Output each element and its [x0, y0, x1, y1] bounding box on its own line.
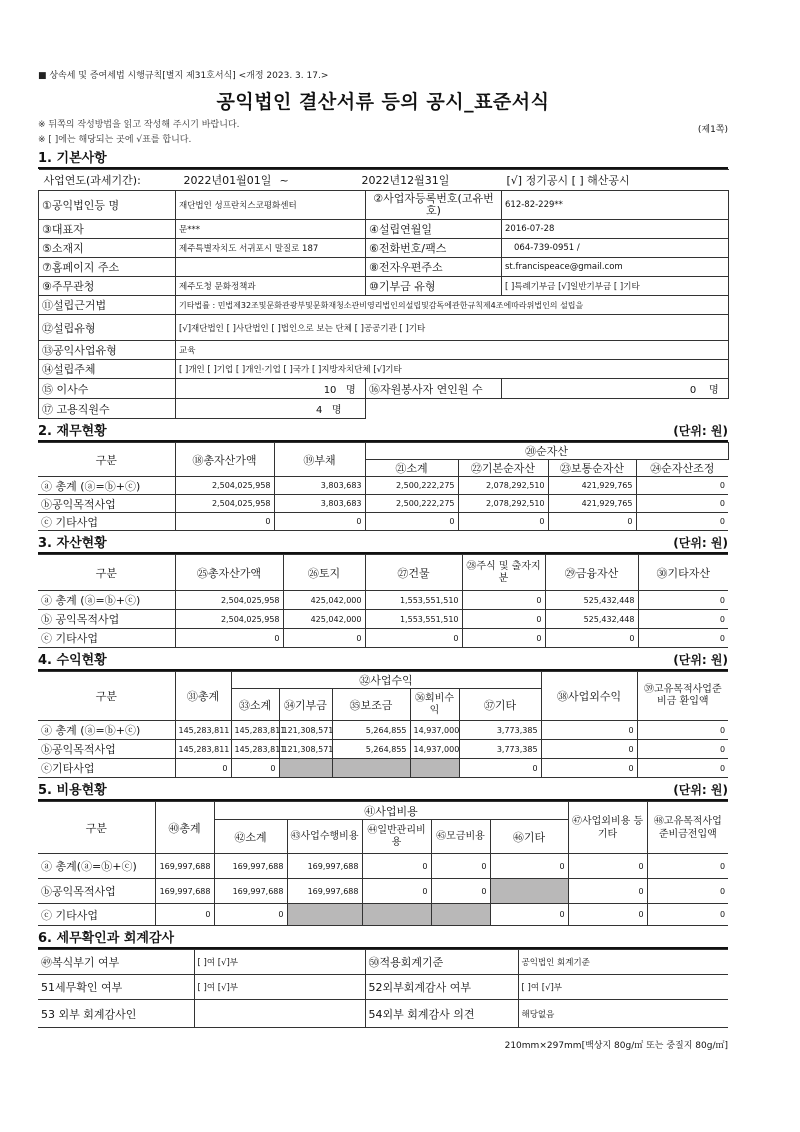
- cell: 0: [365, 629, 462, 648]
- accounting-std-value: 공익법인 회계기준: [518, 950, 728, 975]
- page-number: (제1쪽): [697, 125, 728, 135]
- cell: 2,078,292,510: [458, 495, 548, 513]
- cell: 525,432,448: [545, 610, 638, 629]
- assets-table: [38, 554, 728, 648]
- col-gubun: 구분: [38, 672, 175, 721]
- col-liabilities: ⑲부채: [274, 443, 365, 477]
- col-subtotal: ㉝소계: [231, 689, 279, 721]
- cell: 0: [647, 854, 728, 879]
- homepage-label: ⑦홈페이지 주소: [39, 258, 176, 277]
- table-row: [38, 740, 728, 759]
- shaded-cell: [362, 904, 431, 926]
- employees-label: ⑰ 고용직원수: [39, 399, 176, 419]
- cell: 2,078,292,510: [458, 477, 548, 495]
- table-row: [38, 721, 728, 740]
- bizno-label: ②사업자등록번호(고유번호): [366, 191, 502, 220]
- form-page: [38, 68, 728, 1051]
- period-start: 2022년01월01일: [183, 174, 272, 187]
- table-row: [38, 629, 728, 648]
- audit-table: [38, 949, 728, 1028]
- auditor-value: [194, 1000, 365, 1028]
- estdate-value: 2016-07-28: [502, 220, 729, 239]
- founder-value: [ ]개인 [ ]기업 [ ]개인·기업 [ ]국가 [ ]지방자치단체 [√]기타: [176, 360, 729, 379]
- address-value: 제주특별자치도 서귀포시 말질로 187: [176, 239, 366, 258]
- cell: 0: [568, 854, 647, 879]
- homepage-value: [176, 258, 366, 277]
- email-label: ⑧전자우편주소: [366, 258, 502, 277]
- directors-label: ⑮ 이사수: [39, 379, 176, 399]
- col-biz-revenue: ㉜사업수익: [231, 672, 541, 689]
- cell: 2,504,025,958: [175, 477, 274, 495]
- cell: 0: [462, 591, 545, 610]
- org-name-label: ①공익법인등 명: [39, 191, 176, 220]
- cell: 145,283,811: [231, 721, 279, 740]
- col-etc: ㊲기타: [459, 689, 541, 721]
- cell: 0: [490, 904, 568, 926]
- disclosure-type: [√] 정기공시 [ ] 해산공시: [506, 174, 630, 187]
- table-row: [38, 904, 728, 926]
- unit-label: (단위: 원): [673, 653, 728, 667]
- col-stocks: ㉘주식 및 출자지분: [462, 555, 545, 591]
- cell: 5,264,855: [332, 740, 410, 759]
- col-subtotal: ㉑소계: [365, 460, 458, 477]
- paper-spec: 210mm×297mm[백상지 80g/㎡ 또는 중질지 80g/㎡]: [504, 1041, 728, 1051]
- cell: 2,504,025,958: [175, 591, 283, 610]
- row-label: ⓑ공익목적사업: [38, 879, 155, 904]
- cell: 0: [431, 879, 490, 904]
- cell: 1,553,551,510: [365, 610, 462, 629]
- cell: 3,773,385: [459, 721, 541, 740]
- cell: 0: [490, 854, 568, 879]
- cell: 2,504,025,958: [175, 610, 283, 629]
- basic-info-table: [38, 169, 729, 419]
- employees-unit: 명: [331, 405, 342, 416]
- col-nonbiz-revenue: ㊳사업외수익: [541, 672, 637, 721]
- section-title-basic: 1. 기본사항: [38, 150, 728, 169]
- cell: 169,997,688: [155, 854, 214, 879]
- col-nonbiz-expense: ㊼사업외비용 등 기타: [568, 802, 647, 854]
- estdate-label: ④설립연월일: [366, 220, 502, 239]
- col-reserve-transfer: ㊽고유목적사업준비금전입액: [647, 802, 728, 854]
- bizno-value: 612-82-229**: [502, 191, 729, 220]
- col-building: ㉗건물: [365, 555, 462, 591]
- table-row: [38, 610, 728, 629]
- cell: 425,042,000: [283, 610, 365, 629]
- cell: 525,432,448: [545, 591, 638, 610]
- cell: 3,803,683: [274, 495, 365, 513]
- audit-opinion-label: 54외부 회계감사 의견: [365, 1000, 518, 1028]
- col-biz-expense: ㊶사업비용: [214, 802, 568, 820]
- shaded-cell: [332, 759, 410, 778]
- cell: 0: [636, 513, 728, 531]
- audit-opinion-value: 해당없음: [518, 1000, 728, 1028]
- table-row: [38, 513, 728, 531]
- shaded-cell: [287, 904, 362, 926]
- cell: 0: [541, 740, 637, 759]
- cell: 145,283,811: [175, 740, 231, 759]
- cell: 0: [541, 759, 637, 778]
- finance-table: [38, 442, 729, 531]
- col-gubun: 구분: [38, 802, 155, 854]
- cell: 169,997,688: [287, 854, 362, 879]
- col-reserve-return: ㊴고유목적사업준비금 환입액: [637, 672, 728, 721]
- cell: 0: [462, 629, 545, 648]
- ministry-value: 제주도청 문화정책과: [176, 277, 366, 296]
- tel-label: ⑥전화번호/팩스: [366, 239, 502, 258]
- directors-unit: 명: [345, 385, 356, 396]
- cell: 0: [155, 904, 214, 926]
- cell: 0: [636, 495, 728, 513]
- cell: 5,264,855: [332, 721, 410, 740]
- col-financial: ㉙금융자산: [545, 555, 638, 591]
- cell: 0: [365, 513, 458, 531]
- cell: 0: [637, 721, 728, 740]
- cell: 0: [362, 879, 431, 904]
- cell: 121,308,571: [279, 721, 332, 740]
- unit-label: (단위: 원): [673, 783, 728, 797]
- col-fee: ㊱회비수익: [410, 689, 459, 721]
- expense-table: [38, 801, 728, 926]
- col-total: ㉛총계: [175, 672, 231, 721]
- name-row: [39, 191, 729, 220]
- cell: 0: [231, 759, 279, 778]
- biz-kind-label: ⑬공익사업유형: [39, 341, 176, 360]
- row-label: ⓑ공익목적사업: [38, 495, 175, 513]
- auditor-label: 53 외부 회계감사인: [38, 1000, 194, 1028]
- cell: 0: [541, 721, 637, 740]
- col-total: ㊵총계: [155, 802, 214, 854]
- cell: 421,929,765: [548, 477, 636, 495]
- col-net-assets: ⑳순자산: [365, 443, 728, 460]
- col-subtotal: ㊷소계: [214, 820, 287, 854]
- page-title: 공익법인 결산서류 등의 공시_표준서식: [216, 91, 550, 113]
- cell: 14,937,000: [410, 740, 459, 759]
- row-label: ⓐ 총계 (ⓐ=ⓑ+ⓒ): [38, 477, 175, 495]
- cell: 0: [545, 629, 638, 648]
- cell: 0: [175, 629, 283, 648]
- external-audit-label: 52외부회계감사 여부: [365, 975, 518, 1000]
- section-title-assets: 3. 자산현황 (단위: 원): [38, 535, 728, 554]
- biz-kind-value: 교육: [176, 341, 729, 360]
- cell: 0: [638, 591, 728, 610]
- cell: 2,504,025,958: [175, 495, 274, 513]
- cell: 0: [568, 904, 647, 926]
- rep-label: ③대표자: [39, 220, 176, 239]
- volunteers-unit: 명: [709, 385, 719, 396]
- unit-label: (단위: 원): [673, 424, 728, 438]
- row-label: ⓑ공익목적사업: [38, 740, 175, 759]
- col-subsidy: ㉟보조금: [332, 689, 410, 721]
- cell: 0: [175, 759, 231, 778]
- cell: 421,929,765: [548, 495, 636, 513]
- cell: 1,553,551,510: [365, 591, 462, 610]
- form-reference: ■ 상속세 및 증여세법 시행규칙[별지 제31호서식] <개정 2023. 3. 17.>: [38, 71, 329, 81]
- table-row: [38, 477, 728, 495]
- row-label: ⓐ 총계 (ⓐ=ⓑ+ⓒ): [38, 721, 175, 740]
- col-other-assets: ㉚기타자산: [638, 555, 728, 591]
- cell: 0: [459, 759, 541, 778]
- row-label: ⓒ 기타사업: [38, 629, 175, 648]
- volunteers-label: ⑯자원봉사자 연인원 수: [366, 379, 502, 399]
- cell: 0: [458, 513, 548, 531]
- col-general: ㊹일반관리비용: [362, 820, 431, 854]
- period-tilde: ~: [279, 174, 289, 187]
- col-land: ㉖토지: [283, 555, 365, 591]
- cell: 169,997,688: [287, 879, 362, 904]
- cell: 0: [362, 854, 431, 879]
- col-donation: ㉞기부금: [279, 689, 332, 721]
- row-label: ⓒ 기타사업: [38, 904, 155, 926]
- instruction-note: ※ 뒤쪽의 작성방법을 읽고 작성해 주시기 바랍니다.: [38, 120, 240, 130]
- est-type-value: [√]재단법인 [ ]사단법인 [ ]법인으로 보는 단체 [ ]공공기관 [ ]기타: [176, 315, 729, 341]
- accounting-std-label: ㊿적용회계기준: [365, 950, 518, 975]
- est-type-label: ⑫설립유형: [39, 315, 176, 341]
- shaded-cell: [431, 904, 490, 926]
- col-basic-net: ㉒기본순자산: [458, 460, 548, 477]
- cell: 0: [638, 629, 728, 648]
- cell: 0: [462, 610, 545, 629]
- employees-value: 4: [316, 405, 323, 416]
- cell: 169,997,688: [155, 879, 214, 904]
- shaded-cell: [410, 759, 459, 778]
- revenue-table: [38, 671, 728, 778]
- row-label: ⓐ 총계(ⓐ=ⓑ+ⓒ): [38, 854, 155, 879]
- col-etc: ㊻기타: [490, 820, 568, 854]
- cell: 3,803,683: [274, 477, 365, 495]
- cell: 145,283,811: [175, 721, 231, 740]
- founder-label: ⑭설립주체: [39, 360, 176, 379]
- cell: 2,500,222,275: [365, 495, 458, 513]
- volunteers-value: 0: [689, 385, 697, 396]
- cell: 0: [548, 513, 636, 531]
- col-perform: ㊸사업수행비용: [287, 820, 362, 854]
- row-label: ⓐ 총계 (ⓐ=ⓑ+ⓒ): [38, 591, 175, 610]
- col-net-adjust: ㉔순자산조정: [636, 460, 728, 477]
- shaded-cell: [490, 879, 568, 904]
- cell: 169,997,688: [214, 879, 287, 904]
- cell: 0: [214, 904, 287, 926]
- period-end: 2022년12월31일: [361, 174, 450, 187]
- section-title-revenue: 4. 수익현황 (단위: 원): [38, 652, 728, 671]
- tel-value: 064-739-0951 /: [502, 239, 729, 258]
- tax-check-value: [ ]여 [√]부: [194, 975, 365, 1000]
- col-total-assets: ㉕총자산가액: [175, 555, 283, 591]
- donation-type-value: [ ]특례기부금 [√]일반기부금 [ ]기타: [502, 277, 729, 296]
- col-fundraising: ㊺모금비용: [431, 820, 490, 854]
- cell: 121,308,571: [279, 740, 332, 759]
- ministry-label: ⑨주무관청: [39, 277, 176, 296]
- cell: 0: [431, 854, 490, 879]
- row-label: ⓒ 기타사업: [38, 513, 175, 531]
- cell: 0: [637, 740, 728, 759]
- cell: 0: [175, 513, 274, 531]
- table-row: [38, 759, 728, 778]
- legal-basis-value: 기타법률 : 민법제32조및문화관광부및문화재청소관비영리법인의설립및감독에관한규칙제4조에따라위법인의 설립을: [176, 296, 729, 315]
- cell: 0: [647, 904, 728, 926]
- table-row: [38, 591, 728, 610]
- row-label: ⓑ 공익목적사업: [38, 610, 175, 629]
- table-row: [38, 495, 728, 513]
- email-value: st.francispeace@gmail.com: [502, 258, 729, 277]
- cell: 0: [636, 477, 728, 495]
- instruction-note: ※ [ ]에는 해당되는 곳에 √표를 합니다.: [38, 135, 192, 145]
- cell: 14,937,000: [410, 721, 459, 740]
- shaded-cell: [279, 759, 332, 778]
- col-total-assets: ⑱총자산가액: [175, 443, 274, 477]
- donation-type-label: ⑩기부금 유형: [366, 277, 502, 296]
- cell: 0: [637, 759, 728, 778]
- cell: 0: [274, 513, 365, 531]
- col-gubun: 구분: [38, 555, 175, 591]
- cell: 3,773,385: [459, 740, 541, 759]
- col-gubun: 구분: [38, 443, 175, 477]
- tax-check-label: 51세무확인 여부: [38, 975, 194, 1000]
- cell: 2,500,222,275: [365, 477, 458, 495]
- period-row: [39, 170, 729, 191]
- table-row: [38, 879, 728, 904]
- external-audit-value: [ ]여 [√]부: [518, 975, 728, 1000]
- cell: 0: [283, 629, 365, 648]
- org-name-value: 재단법인 성프란치스코평화센터: [176, 191, 366, 220]
- rep-value: 문***: [176, 220, 366, 239]
- cell: 0: [647, 879, 728, 904]
- period-label: 사업연도(과세기간):: [43, 174, 141, 187]
- cell: 145,283,811: [231, 740, 279, 759]
- legal-basis-label: ⑪설립근거법: [39, 296, 176, 315]
- col-normal-net: ㉓보통순자산: [548, 460, 636, 477]
- table-row: [38, 854, 728, 879]
- bookkeeping-label: ㊾복식부기 여부: [38, 950, 194, 975]
- unit-label: (단위: 원): [673, 536, 728, 550]
- section-title-expense: 5. 비용현황 (단위: 원): [38, 782, 728, 801]
- section-title-audit: 6. 세무확인과 회계감사: [38, 930, 728, 949]
- address-label: ⑤소재지: [39, 239, 176, 258]
- row-label: ⓒ기타사업: [38, 759, 175, 778]
- bookkeeping-value: [ ]여 [√]부: [194, 950, 365, 975]
- cell: 425,042,000: [283, 591, 365, 610]
- cell: 169,997,688: [214, 854, 287, 879]
- cell: 0: [638, 610, 728, 629]
- section-title-finance: 2. 재무현황 (단위: 원): [38, 423, 728, 442]
- directors-value: 10: [323, 385, 337, 396]
- cell: 0: [568, 879, 647, 904]
